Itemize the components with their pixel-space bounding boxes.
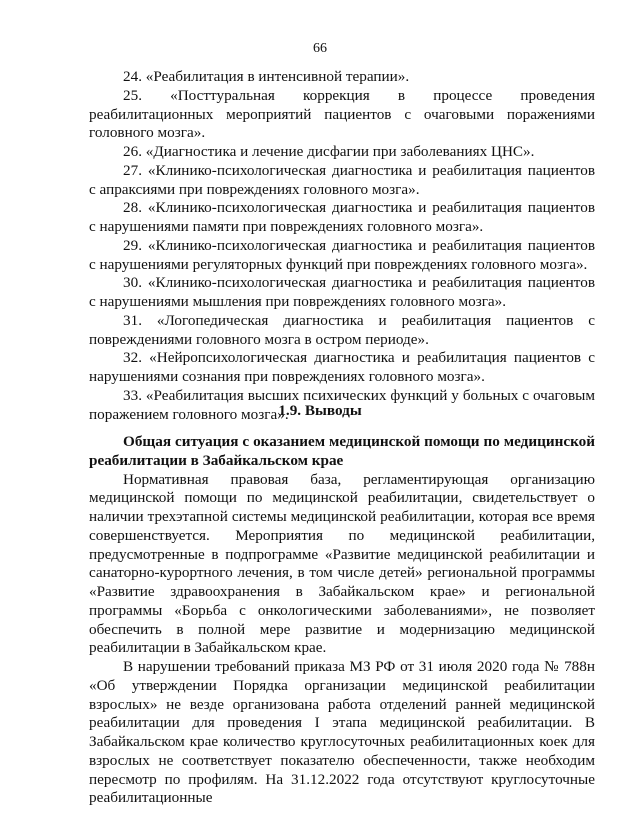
list-item: 25. «Посттуральная коррекция в процессе проведения реабилитационных мероприятий пациентов с очаговыми поражениями головного мозга». (89, 86, 595, 142)
list-item: 33. «Реабилитация высших психических функций у больных с очаговым поражением головного мозга». (89, 386, 595, 423)
program-list (89, 68, 595, 424)
list-item: 32. «Нейропсихологическая диагностика и реабилитация пациентов с нарушениями сознания при повреждениях головного мозга». (89, 349, 595, 385)
list-item: 26. «Диагностика и лечение дисфагии при заболеваниях ЦНС». (123, 143, 535, 160)
page-number: 66 (313, 41, 327, 56)
section-title: 1.9. Выводы (278, 402, 362, 419)
paragraph: Нормативная правовая база, регламентирующая организацию медицинской помощи по медицинской реабилитации, свидетельствует о наличии трехэтапной системы медицинской реабилитации, которая все время совершенствуется. Мероприятия по медицинской реабилитации, предусмотренные в подпрограмме «Развитие медицинской реабилитации и санаторно-курортного лечения, в том числе детей» региональной программы «Развитие здравоохранения в Забайкальском крае» и региональной программы «Борьба с онкологическими заболеваниями», не позволяет обеспечить в полной мере развитие и модернизацию медицинской реабилитации в Забайкальском крае. (89, 470, 595, 657)
list-item: 29. «Клинико-психологическая диагностика и реабилитация пациентов с нарушениями регуляторных функций при повреждениях головного мозга». (89, 236, 595, 273)
list-item: 27. «Клинико-психологическая диагностика и реабилитация пациентов с апраксиями при повреждениях головного мозга». (89, 161, 595, 198)
list-item: 30. «Клинико-психологическая диагностика и реабилитация пациентов с нарушениями мышления при повреждениях головного мозга». (89, 274, 595, 310)
conclusions-body (89, 433, 595, 808)
list-item: 28. «Клинико-психологическая диагностика и реабилитация пациентов с нарушениями памяти при повреждениях головного мозга». (89, 199, 595, 235)
paragraph: В нарушении требований приказа МЗ РФ от 31 июля 2020 года № 788н «Об утверждении Порядка организации медицинской реабилитации взрослых» не везде организована работа отделений ранней медицинской реабилитации для проведения I этапа медицинской реабилитации. В Забайкальском крае количество круглосуточных реабилитационных коек для взрослых не соответствует показателю обеспеченности, также необходим пересмотр по профилям. На 31.12.2022 года отсутствуют круглосуточные реабилитационные (89, 658, 595, 807)
subheading: Общая ситуация с оказанием медицинской помощи по медицинской реабилитации в Забайкальском крае (89, 433, 595, 469)
list-item: 24. «Реабилитация в интенсивной терапии». (123, 68, 410, 85)
list-item: 31. «Логопедическая диагностика и реабилитация пациентов с повреждениями головного мозга в остром периоде». (89, 311, 595, 348)
